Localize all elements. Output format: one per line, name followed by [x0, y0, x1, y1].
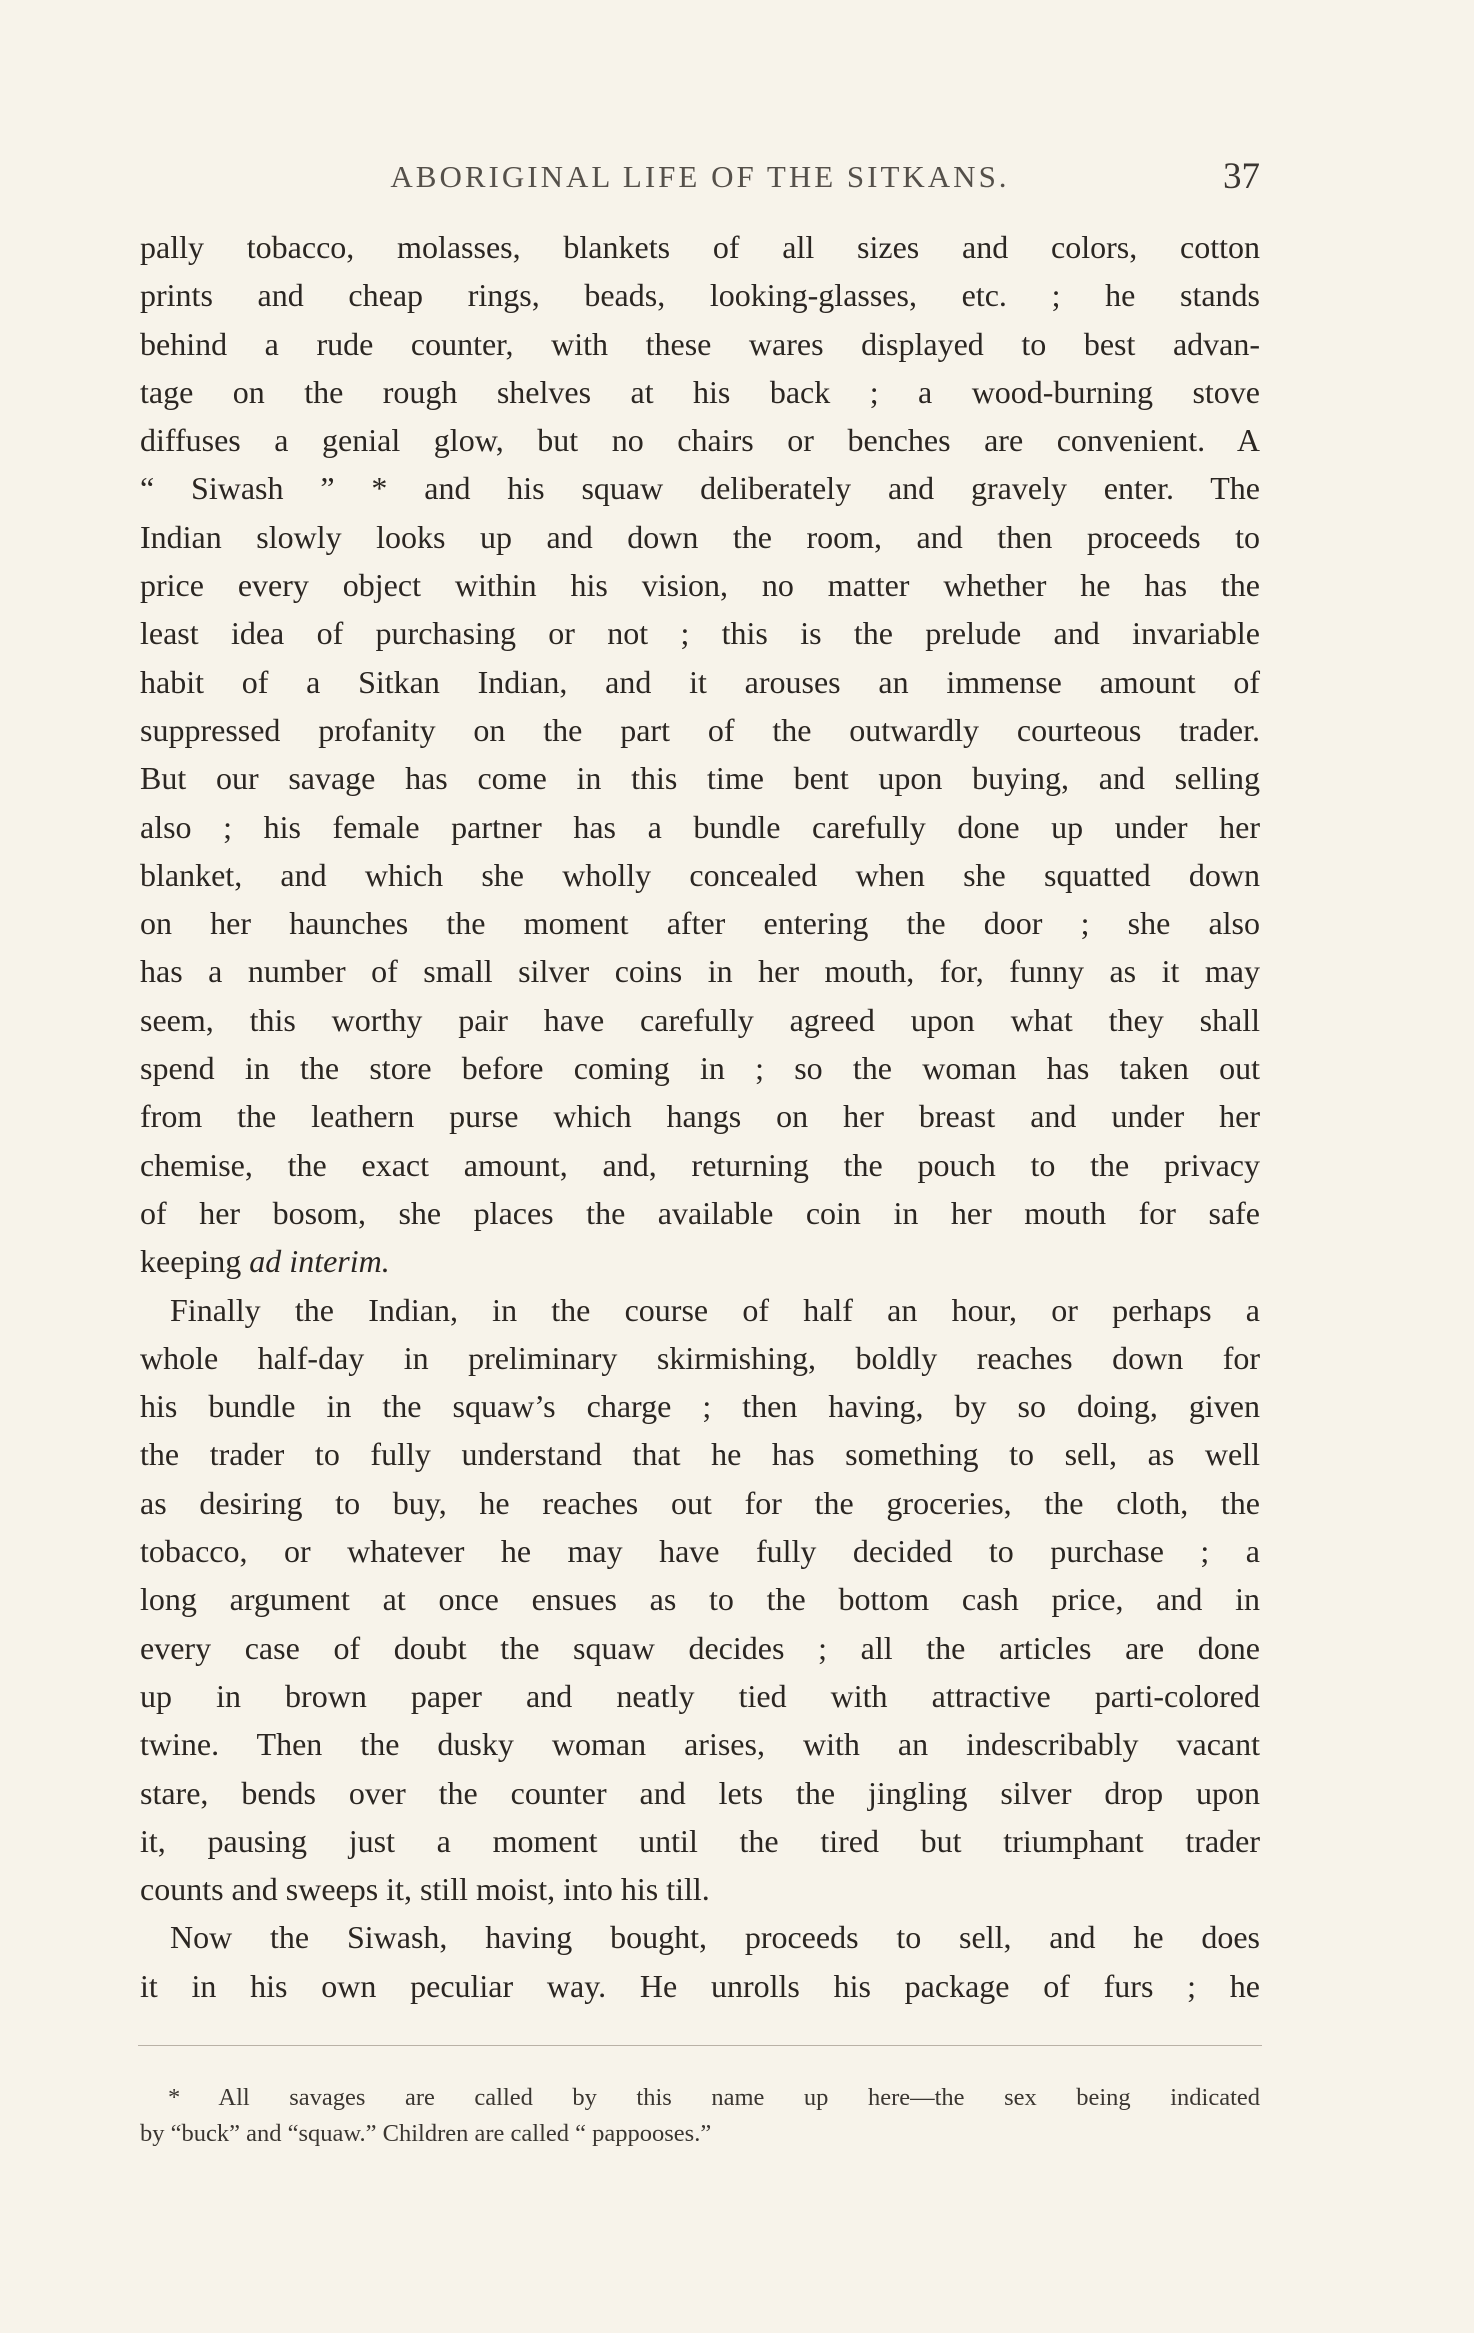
text-line: behind a rude counter, with these wares displayed to best advan- [140, 325, 1260, 362]
text-line: blanket, and which she wholly concealed when she squatted down [140, 856, 1260, 893]
text-line: least idea of purchasing or not ; this is the prelude and invariable [140, 615, 1260, 652]
footnote [140, 2080, 1260, 2152]
running-head [140, 155, 1260, 199]
text-line: every case of doubt the squaw decides ; all the articles are done [140, 1629, 1260, 1666]
text-line: as desiring to buy, he reaches out for the groceries, the cloth, the [140, 1484, 1260, 1521]
text-line: pally tobacco, molasses, blankets of all sizes and colors, cotton [140, 229, 1260, 265]
text-line: habit of a Sitkan Indian, and it arouses an immense amount of [140, 663, 1260, 700]
body-text [140, 223, 1260, 2010]
text-line: up in brown paper and neatly tied with attractive parti-colored [140, 1677, 1260, 1714]
page-number: 37 [1223, 156, 1260, 197]
text-line: tobacco, or whatever he may have fully decided to purchase ; a [140, 1533, 1260, 1570]
text-line: counts and sweeps it, still moist, into his till. [140, 1871, 710, 1908]
keeping-word: keeping [140, 1243, 242, 1280]
text-line: prints and cheap rings, beads, looking-glasses, etc. ; he stands [140, 277, 1260, 314]
text-line-keeping [140, 1237, 1260, 1285]
text-line: seem, this worthy pair have carefully agreed upon what they shall [140, 1001, 1260, 1038]
text-line: spend in the store before coming in ; so the woman has taken out [140, 1050, 1260, 1087]
text-line: has a number of small silver coins in her mouth, for, funny as it may [140, 953, 1260, 990]
paragraph-start: Finally the Indian, in the course of half an hour, or perhaps a [170, 1291, 1260, 1328]
footnote-line: * All savages are called by this name up here—the sex being indicated [168, 2084, 1260, 2111]
text-line: whole half-day in preliminary skirmishing, boldly reaches down for [140, 1339, 1260, 1376]
text-line: diffuses a genial glow, but no chairs or benches are convenient. A [140, 422, 1260, 459]
text-line: twine. Then the dusky woman arises, with an indescribably vacant [140, 1726, 1260, 1763]
text-line: Indian slowly looks up and down the room, and then proceeds to [140, 518, 1260, 555]
text-line: long argument at once ensues as to the bottom cash price, and in [140, 1581, 1260, 1618]
text-line: price every object within his vision, no matter whether he has the [140, 567, 1260, 604]
text-line: tage on the rough shelves at his back ; a wood-burning stove [140, 373, 1260, 410]
running-title: ABORIGINAL LIFE OF THE SITKANS. [390, 159, 1010, 194]
footnote-line: by “buck” and “squaw.” Children are called “ pappooses.” [140, 2120, 712, 2147]
text-line: on her haunches the moment after entering the door ; she also [140, 905, 1260, 942]
text-line: But our savage has come in this time bent upon buying, and selling [140, 760, 1260, 797]
text-line: his bundle in the squaw’s charge ; then having, by so doing, given [140, 1388, 1260, 1425]
text-line: the trader to fully understand that he has something to sell, as well [140, 1436, 1260, 1473]
text-line: it, pausing just a moment until the tired but triumphant trader [140, 1822, 1260, 1859]
text-line: also ; his female partner has a bundle carefully done up under her [140, 808, 1260, 845]
text-line: stare, bends over the counter and lets the jingling silver drop upon [140, 1774, 1260, 1811]
text-line: “ Siwash ” * and his squaw deliberately and gravely enter. The [140, 470, 1260, 507]
footnote-rule [138, 2045, 1262, 2046]
text-line: suppressed profanity on the part of the outwardly courteous trader. [140, 711, 1260, 748]
paragraph-start: Now the Siwash, having bought, proceeds to sell, and he does [170, 1919, 1260, 1956]
text-line: of her bosom, she places the available coin in her mouth for safe [140, 1194, 1260, 1231]
ad-interim-italic: ad interim. [249, 1243, 390, 1280]
text-line: it in his own peculiar way. He unrolls his package of furs ; he [140, 1967, 1260, 2004]
text-line: chemise, the exact amount, and, returning the pouch to the privacy [140, 1146, 1260, 1183]
text-line: from the leathern purse which hangs on her breast and under her [140, 1098, 1260, 1135]
